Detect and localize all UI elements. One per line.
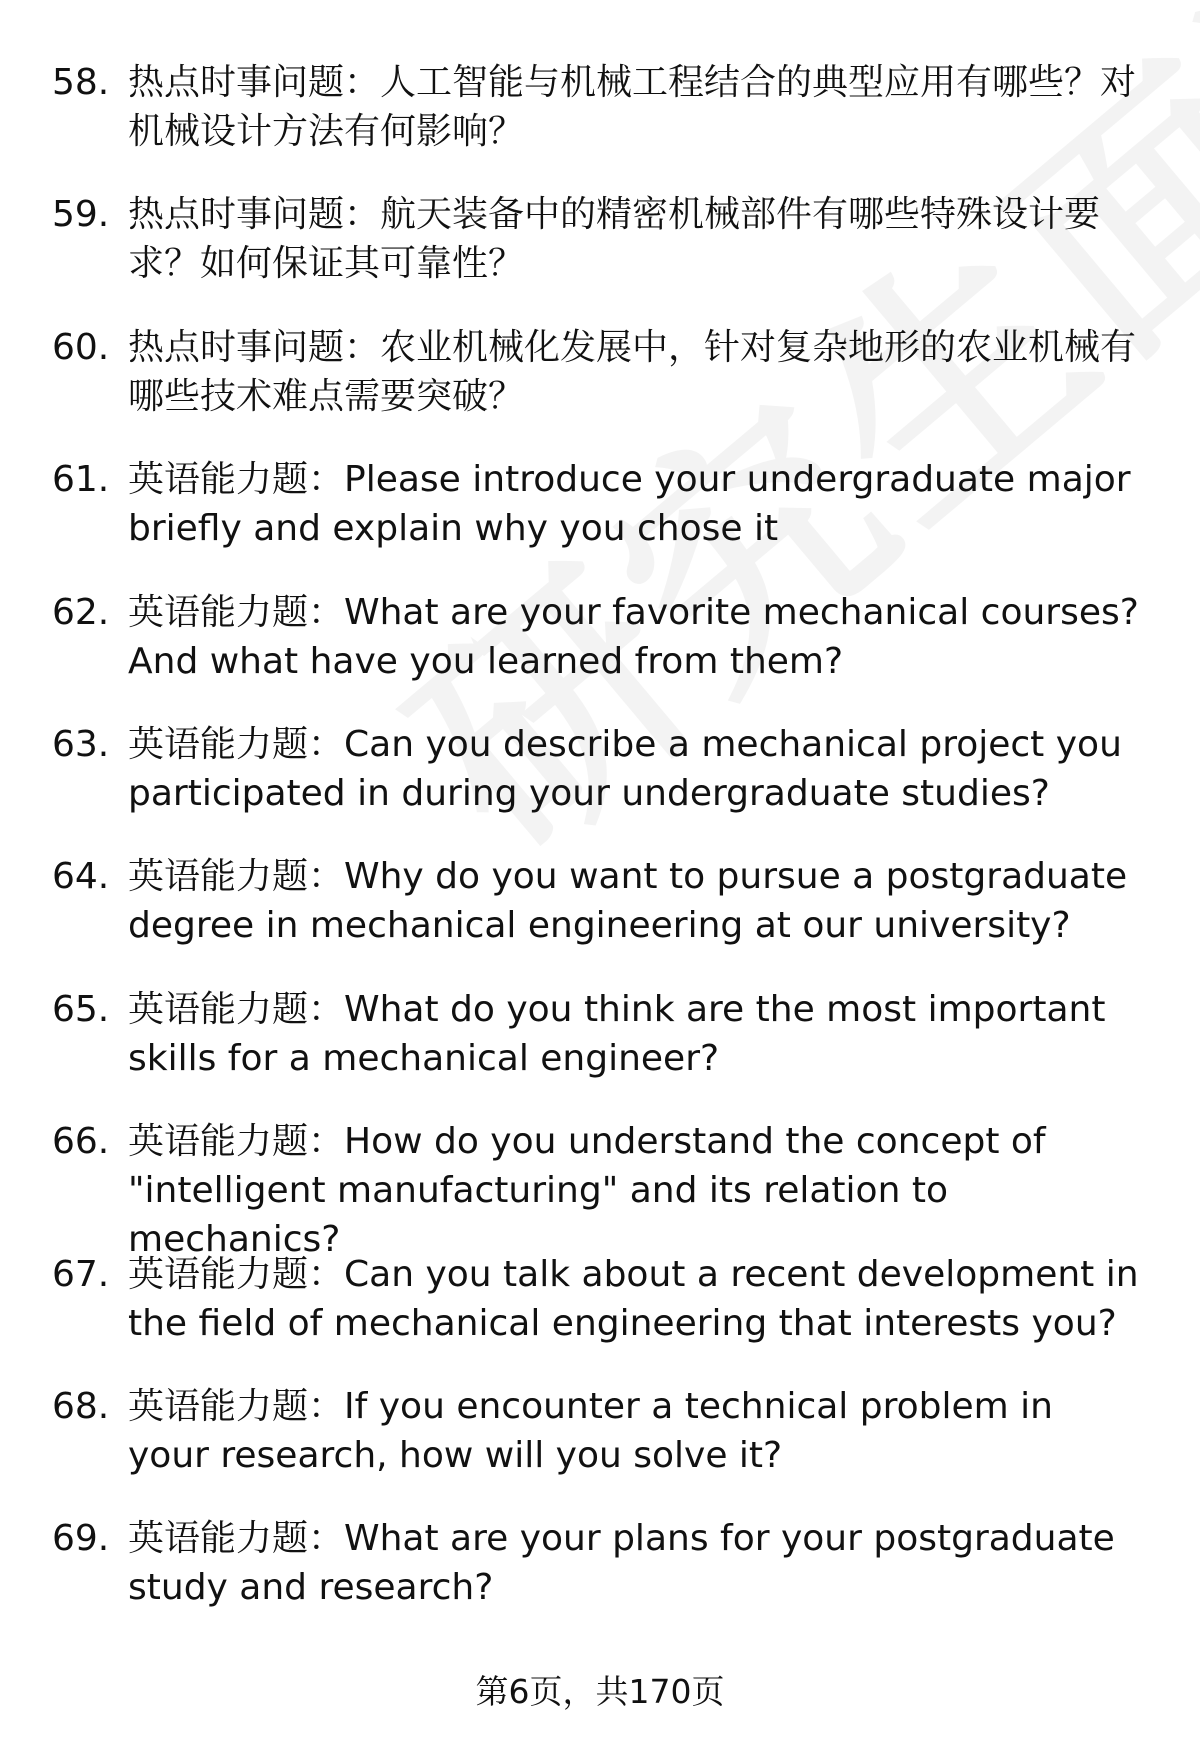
question-number: 65. [52, 988, 110, 1030]
question-number: 66. [52, 1121, 110, 1163]
list-item [0, 852, 1200, 984]
list-item [0, 1382, 1200, 1514]
question-number: 68. [52, 1385, 110, 1427]
question-text: 英语能力题：If you encounter a technical problem in your research, how will you solve it? [128, 1385, 1053, 1476]
question-text: 英语能力题：What are your favorite mechanical courses? And what have you learned from them? [128, 591, 1139, 682]
question-number: 60. [52, 326, 110, 368]
list-item [0, 1250, 1200, 1382]
question-text: 英语能力题：What do you think are the most important skills for a mechanical engineer? [128, 988, 1106, 1079]
question-text: 英语能力题：Can you describe a mechanical project you participated in during your undergraduate studies? [128, 723, 1122, 814]
question-number: 59. [52, 194, 110, 236]
list-item [0, 588, 1200, 720]
list-item [0, 1514, 1200, 1646]
list-item [0, 190, 1200, 322]
question-text: 热点时事问题：农业机械化发展中，针对复杂地形的农业机械有哪些技术难点需要突破？ [128, 326, 1137, 417]
page-footer: 第6页，共170页 [475, 1672, 725, 1711]
list-item [0, 1117, 1200, 1261]
list-item [0, 58, 1200, 190]
question-text: 英语能力题：Why do you want to pursue a postgraduate degree in mechanical engineering at our university? [128, 856, 1128, 947]
question-text: 英语能力题：Can you talk about a recent development in the field of mechanical engineering that interests you? [128, 1253, 1139, 1344]
list-item [0, 323, 1200, 455]
question-number: 62. [52, 591, 110, 633]
question-number: 63. [52, 723, 110, 765]
question-number: 67. [52, 1253, 110, 1295]
question-text: 英语能力题：What are your plans for your postgraduate study and research? [128, 1518, 1115, 1609]
question-number: 69. [52, 1518, 110, 1560]
question-number: 61. [52, 459, 110, 501]
question-text: 热点时事问题：人工智能与机械工程结合的典型应用有哪些？对机械设计方法有何影响？ [128, 62, 1137, 152]
question-text: 热点时事问题：航天装备中的精密机械部件有哪些特殊设计要求？如何保证其可靠性？ [128, 194, 1101, 285]
question-text: 英语能力题：Please introduce your undergraduate major briefly and explain why you chose it [128, 459, 1131, 550]
list-item [0, 985, 1200, 1117]
question-number: 58. [52, 62, 110, 103]
question-text: 英语能力题：How do you understand the concept of "intelligent manufacturing" and its relation to mechanics? [128, 1121, 1046, 1261]
question-number: 64. [52, 856, 110, 898]
list-item [0, 455, 1200, 587]
question-list [0, 58, 1200, 1647]
list-item [0, 720, 1200, 852]
